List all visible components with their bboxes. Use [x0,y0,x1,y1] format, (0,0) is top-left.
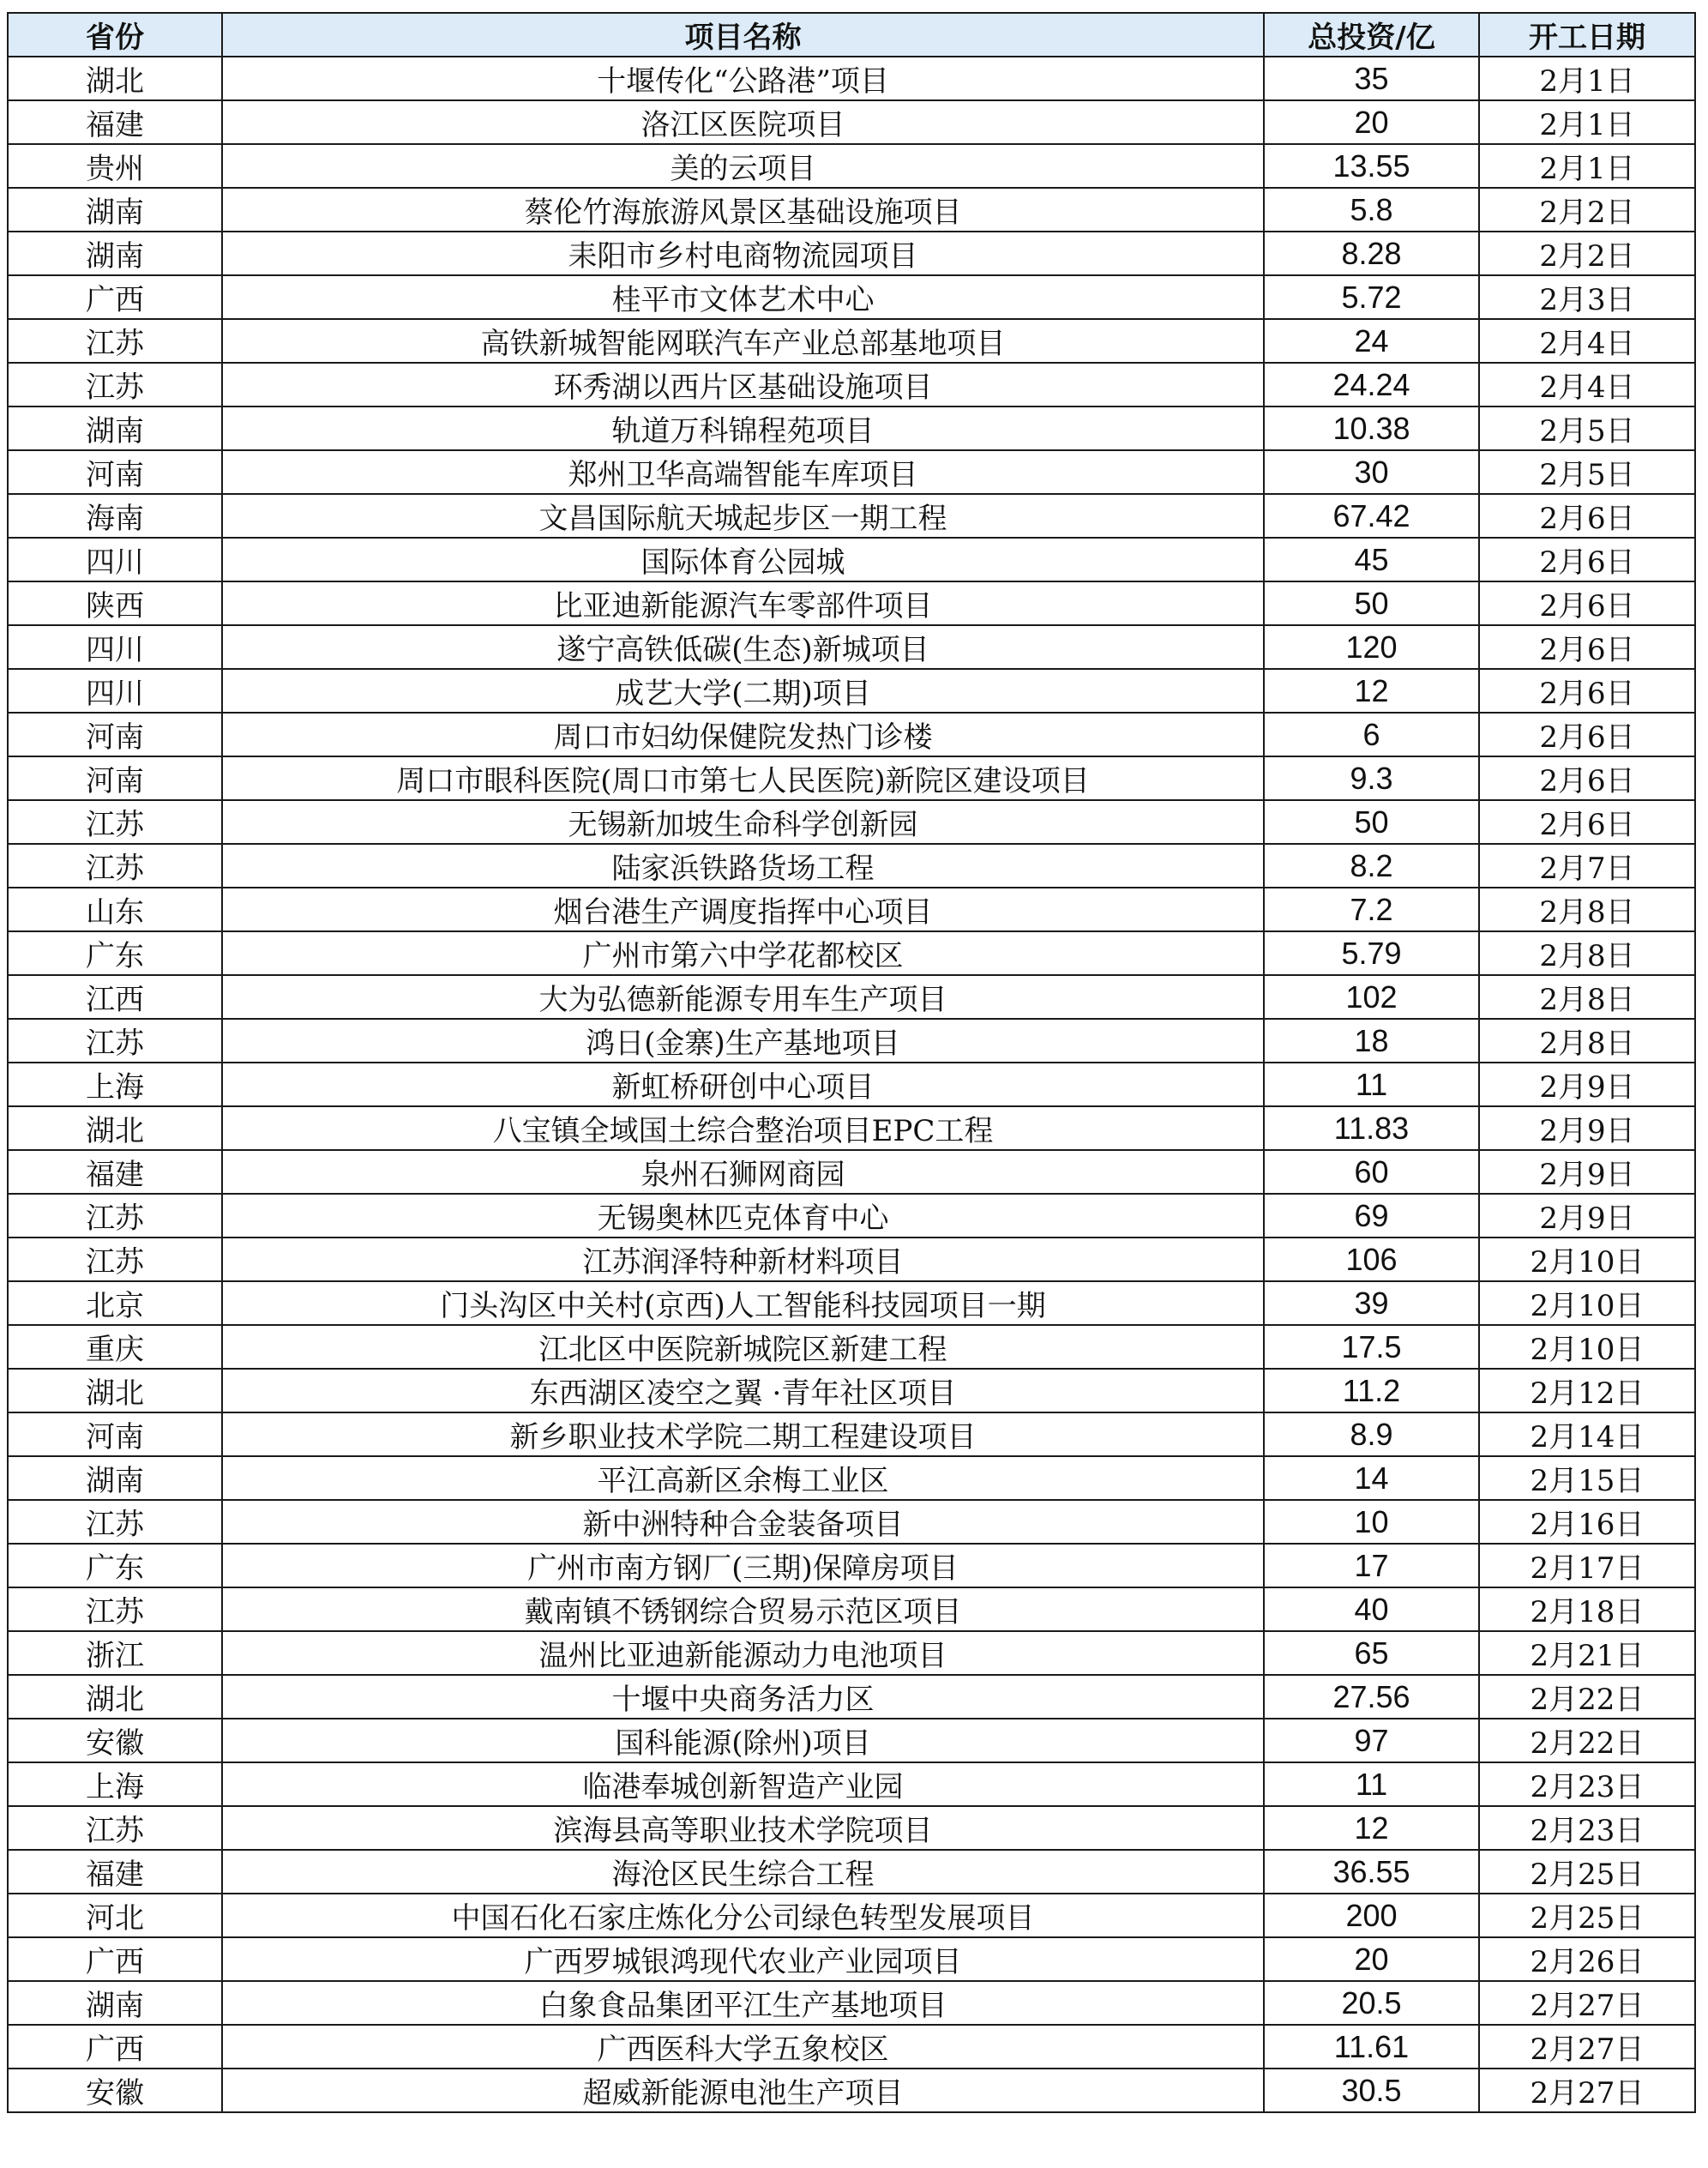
cell-province: 四川 [8,538,222,581]
cell-province: 江苏 [8,1019,222,1063]
cell-total-investment: 39 [1264,1281,1479,1325]
cell-total-investment: 102 [1264,975,1479,1019]
cell-total-investment: 11.61 [1264,2025,1479,2069]
table-row [8,1106,1695,1150]
cell-province: 重庆 [8,1325,222,1369]
cell-total-investment: 67.42 [1264,494,1479,538]
table-row [8,57,1695,100]
document-page [0,12,1708,2113]
table-row [8,888,1695,931]
table-row [8,538,1695,581]
cell-start-date: 2月9日 [1479,1106,1695,1150]
cell-project-name: 陆家浜铁路货场工程 [222,844,1264,888]
table-row [8,1369,1695,1412]
cell-total-investment: 12 [1264,669,1479,713]
cell-province: 广东 [8,1544,222,1587]
cell-project-name: 文昌国际航天城起步区一期工程 [222,494,1264,538]
cell-start-date: 2月6日 [1479,625,1695,669]
table-row [8,232,1695,275]
cell-start-date: 2月10日 [1479,1281,1695,1325]
cell-start-date: 2月27日 [1479,1981,1695,2025]
cell-province: 北京 [8,1281,222,1325]
table-row [8,1412,1695,1456]
cell-project-name: 郑州卫华高端智能车库项目 [222,450,1264,494]
cell-start-date: 2月3日 [1479,275,1695,319]
table-row [8,1456,1695,1500]
cell-start-date: 2月16日 [1479,1500,1695,1544]
cell-project-name: 江北区中医院新城院区新建工程 [222,1325,1264,1369]
table-row [8,1850,1695,1894]
table-row [8,1937,1695,1981]
cell-start-date: 2月27日 [1479,2025,1695,2069]
cell-province: 广西 [8,1937,222,1981]
table-row [8,319,1695,363]
cell-province: 江苏 [8,1806,222,1850]
table-row [8,275,1695,319]
cell-total-investment: 11 [1264,1063,1479,1106]
cell-province: 江苏 [8,319,222,363]
cell-project-name: 白象食品集团平江生产基地项目 [222,1981,1264,2025]
cell-total-investment: 20.5 [1264,1981,1479,2025]
cell-province: 安徽 [8,1719,222,1762]
header-project-name: 项目名称 [222,13,1264,57]
cell-province: 河南 [8,1412,222,1456]
table-row [8,1544,1695,1587]
cell-project-name: 高铁新城智能网联汽车产业总部基地项目 [222,319,1264,363]
cell-project-name: 遂宁高铁低碳(生态)新城项目 [222,625,1264,669]
cell-start-date: 2月5日 [1479,450,1695,494]
cell-province: 河南 [8,713,222,756]
cell-start-date: 2月1日 [1479,100,1695,144]
cell-province: 江苏 [8,363,222,406]
cell-province: 江苏 [8,1238,222,1281]
cell-start-date: 2月12日 [1479,1369,1695,1412]
cell-project-name: 戴南镇不锈钢综合贸易示范区项目 [222,1587,1264,1631]
table-row [8,450,1695,494]
cell-project-name: 洛江区医院项目 [222,100,1264,144]
cell-project-name: 平江高新区余梅工业区 [222,1456,1264,1500]
cell-province: 江西 [8,975,222,1019]
table-row [8,713,1695,756]
cell-province: 浙江 [8,1631,222,1675]
cell-province: 河南 [8,756,222,800]
cell-project-name: 新虹桥研创中心项目 [222,1063,1264,1106]
cell-province: 福建 [8,1850,222,1894]
cell-total-investment: 13.55 [1264,144,1479,188]
header-province: 省份 [8,13,222,57]
cell-total-investment: 50 [1264,581,1479,625]
cell-project-name: 八宝镇全域国土综合整治项目EPC工程 [222,1106,1264,1150]
cell-total-investment: 5.8 [1264,188,1479,232]
cell-total-investment: 30.5 [1264,2069,1479,2112]
cell-start-date: 2月9日 [1479,1063,1695,1106]
cell-total-investment: 9.3 [1264,756,1479,800]
cell-province: 江苏 [8,1500,222,1544]
cell-total-investment: 11 [1264,1762,1479,1806]
table-row [8,1281,1695,1325]
cell-start-date: 2月18日 [1479,1587,1695,1631]
table-row [8,1587,1695,1631]
cell-province: 河北 [8,1894,222,1937]
cell-project-name: 十堰传化“公路港”项目 [222,57,1264,100]
table-row [8,931,1695,975]
cell-start-date: 2月21日 [1479,1631,1695,1675]
cell-start-date: 2月6日 [1479,494,1695,538]
cell-project-name: 临港奉城创新智造产业园 [222,1762,1264,1806]
cell-province: 安徽 [8,2069,222,2112]
cell-total-investment: 8.28 [1264,232,1479,275]
table-row [8,1325,1695,1369]
table-row [8,581,1695,625]
cell-project-name: 环秀湖以西片区基础设施项目 [222,363,1264,406]
cell-start-date: 2月2日 [1479,188,1695,232]
table-row [8,144,1695,188]
cell-total-investment: 36.55 [1264,1850,1479,1894]
table-row [8,494,1695,538]
cell-start-date: 2月8日 [1479,975,1695,1019]
cell-total-investment: 24.24 [1264,363,1479,406]
cell-project-name: 新中洲特种合金装备项目 [222,1500,1264,1544]
cell-province: 江苏 [8,844,222,888]
cell-start-date: 2月10日 [1479,1238,1695,1281]
table-row [8,1981,1695,2025]
table-row [8,2025,1695,2069]
cell-project-name: 耒阳市乡村电商物流园项目 [222,232,1264,275]
cell-province: 山东 [8,888,222,931]
cell-project-name: 超威新能源电池生产项目 [222,2069,1264,2112]
table-row [8,188,1695,232]
cell-province: 福建 [8,1150,222,1194]
table-row [8,2069,1695,2112]
table-row [8,669,1695,713]
cell-start-date: 2月6日 [1479,800,1695,844]
cell-total-investment: 30 [1264,450,1479,494]
table-row [8,1194,1695,1238]
cell-project-name: 门头沟区中关村(京西)人工智能科技园项目一期 [222,1281,1264,1325]
cell-start-date: 2月26日 [1479,1937,1695,1981]
cell-province: 湖北 [8,1369,222,1412]
cell-start-date: 2月1日 [1479,57,1695,100]
cell-province: 陕西 [8,581,222,625]
table-row [8,100,1695,144]
cell-project-name: 大为弘德新能源专用车生产项目 [222,975,1264,1019]
cell-project-name: 中国石化石家庄炼化分公司绿色转型发展项目 [222,1894,1264,1937]
table-row [8,406,1695,450]
table-row [8,1631,1695,1675]
cell-province: 湖南 [8,188,222,232]
project-table [7,12,1696,2113]
cell-project-name: 轨道万科锦程苑项目 [222,406,1264,450]
cell-start-date: 2月8日 [1479,1019,1695,1063]
cell-project-name: 海沧区民生综合工程 [222,1850,1264,1894]
cell-project-name: 无锡新加坡生命科学创新园 [222,800,1264,844]
cell-start-date: 2月22日 [1479,1719,1695,1762]
table-row [8,1894,1695,1937]
cell-start-date: 2月7日 [1479,844,1695,888]
cell-start-date: 2月25日 [1479,1850,1695,1894]
cell-start-date: 2月2日 [1479,232,1695,275]
cell-start-date: 2月5日 [1479,406,1695,450]
cell-start-date: 2月10日 [1479,1325,1695,1369]
cell-start-date: 2月9日 [1479,1194,1695,1238]
cell-project-name: 国科能源(除州)项目 [222,1719,1264,1762]
cell-project-name: 蔡伦竹海旅游风景区基础设施项目 [222,188,1264,232]
cell-project-name: 美的云项目 [222,144,1264,188]
cell-province: 湖北 [8,1675,222,1719]
cell-project-name: 桂平市文体艺术中心 [222,275,1264,319]
cell-total-investment: 17.5 [1264,1325,1479,1369]
cell-project-name: 东西湖区凌空之翼 ·青年社区项目 [222,1369,1264,1412]
cell-province: 江苏 [8,1587,222,1631]
cell-total-investment: 27.56 [1264,1675,1479,1719]
table-row [8,844,1695,888]
cell-total-investment: 8.9 [1264,1412,1479,1456]
cell-start-date: 2月25日 [1479,1894,1695,1937]
cell-total-investment: 7.2 [1264,888,1479,931]
cell-total-investment: 20 [1264,100,1479,144]
cell-province: 河南 [8,450,222,494]
cell-project-name: 江苏润泽特种新材料项目 [222,1238,1264,1281]
table-header [8,13,1695,57]
header-start-date: 开工日期 [1479,13,1695,57]
cell-project-name: 烟台港生产调度指挥中心项目 [222,888,1264,931]
cell-start-date: 2月27日 [1479,2069,1695,2112]
cell-start-date: 2月6日 [1479,538,1695,581]
table-row [8,1719,1695,1762]
cell-total-investment: 45 [1264,538,1479,581]
cell-total-investment: 106 [1264,1238,1479,1281]
cell-total-investment: 11.2 [1264,1369,1479,1412]
cell-total-investment: 40 [1264,1587,1479,1631]
cell-total-investment: 18 [1264,1019,1479,1063]
cell-start-date: 2月4日 [1479,319,1695,363]
cell-total-investment: 65 [1264,1631,1479,1675]
cell-total-investment: 120 [1264,625,1479,669]
cell-total-investment: 5.79 [1264,931,1479,975]
cell-province: 福建 [8,100,222,144]
table-row [8,1500,1695,1544]
cell-start-date: 2月1日 [1479,144,1695,188]
cell-project-name: 周口市眼科医院(周口市第七人民医院)新院区建设项目 [222,756,1264,800]
cell-project-name: 鸿日(金寨)生产基地项目 [222,1019,1264,1063]
cell-start-date: 2月14日 [1479,1412,1695,1456]
table-row [8,756,1695,800]
cell-province: 四川 [8,625,222,669]
cell-start-date: 2月6日 [1479,669,1695,713]
table-row [8,1150,1695,1194]
cell-total-investment: 24 [1264,319,1479,363]
cell-total-investment: 17 [1264,1544,1479,1587]
cell-start-date: 2月4日 [1479,363,1695,406]
cell-province: 湖南 [8,1456,222,1500]
table-row [8,1019,1695,1063]
cell-total-investment: 20 [1264,1937,1479,1981]
cell-start-date: 2月8日 [1479,888,1695,931]
table-row [8,625,1695,669]
cell-province: 江苏 [8,1194,222,1238]
cell-project-name: 温州比亚迪新能源动力电池项目 [222,1631,1264,1675]
cell-total-investment: 60 [1264,1150,1479,1194]
header-total-investment: 总投资/亿 [1264,13,1479,57]
table-row [8,1806,1695,1850]
cell-project-name: 泉州石狮网商园 [222,1150,1264,1194]
cell-project-name: 成艺大学(二期)项目 [222,669,1264,713]
cell-province: 江苏 [8,800,222,844]
cell-total-investment: 10.38 [1264,406,1479,450]
table-row [8,1762,1695,1806]
table-row [8,363,1695,406]
cell-start-date: 2月22日 [1479,1675,1695,1719]
cell-total-investment: 97 [1264,1719,1479,1762]
cell-province: 贵州 [8,144,222,188]
cell-total-investment: 11.83 [1264,1106,1479,1150]
cell-project-name: 比亚迪新能源汽车零部件项目 [222,581,1264,625]
cell-province: 湖南 [8,1981,222,2025]
cell-start-date: 2月9日 [1479,1150,1695,1194]
cell-province: 广东 [8,931,222,975]
header-row [8,13,1695,57]
cell-total-investment: 5.72 [1264,275,1479,319]
cell-start-date: 2月8日 [1479,931,1695,975]
cell-project-name: 周口市妇幼保健院发热门诊楼 [222,713,1264,756]
cell-project-name: 广西医科大学五象校区 [222,2025,1264,2069]
table-row [8,800,1695,844]
cell-province: 海南 [8,494,222,538]
cell-start-date: 2月17日 [1479,1544,1695,1587]
cell-project-name: 国际体育公园城 [222,538,1264,581]
cell-province: 上海 [8,1063,222,1106]
cell-start-date: 2月23日 [1479,1806,1695,1850]
cell-total-investment: 10 [1264,1500,1479,1544]
cell-project-name: 新乡职业技术学院二期工程建设项目 [222,1412,1264,1456]
cell-start-date: 2月15日 [1479,1456,1695,1500]
table-row [8,1675,1695,1719]
cell-total-investment: 200 [1264,1894,1479,1937]
cell-start-date: 2月6日 [1479,581,1695,625]
cell-project-name: 滨海县高等职业技术学院项目 [222,1806,1264,1850]
cell-total-investment: 6 [1264,713,1479,756]
cell-project-name: 广西罗城银鸿现代农业产业园项目 [222,1937,1264,1981]
table-row [8,975,1695,1019]
cell-total-investment: 69 [1264,1194,1479,1238]
cell-province: 广西 [8,275,222,319]
cell-project-name: 广州市第六中学花都校区 [222,931,1264,975]
cell-start-date: 2月6日 [1479,756,1695,800]
cell-total-investment: 8.2 [1264,844,1479,888]
cell-province: 湖南 [8,232,222,275]
cell-start-date: 2月6日 [1479,713,1695,756]
cell-province: 湖北 [8,57,222,100]
table-row [8,1063,1695,1106]
cell-total-investment: 35 [1264,57,1479,100]
cell-project-name: 十堰中央商务活力区 [222,1675,1264,1719]
cell-total-investment: 14 [1264,1456,1479,1500]
cell-province: 广西 [8,2025,222,2069]
cell-start-date: 2月23日 [1479,1762,1695,1806]
cell-province: 湖南 [8,406,222,450]
cell-province: 上海 [8,1762,222,1806]
cell-province: 四川 [8,669,222,713]
cell-total-investment: 50 [1264,800,1479,844]
table-body [8,57,1695,2112]
cell-province: 湖北 [8,1106,222,1150]
cell-project-name: 无锡奥林匹克体育中心 [222,1194,1264,1238]
cell-total-investment: 12 [1264,1806,1479,1850]
cell-project-name: 广州市南方钢厂(三期)保障房项目 [222,1544,1264,1587]
table-row [8,1238,1695,1281]
